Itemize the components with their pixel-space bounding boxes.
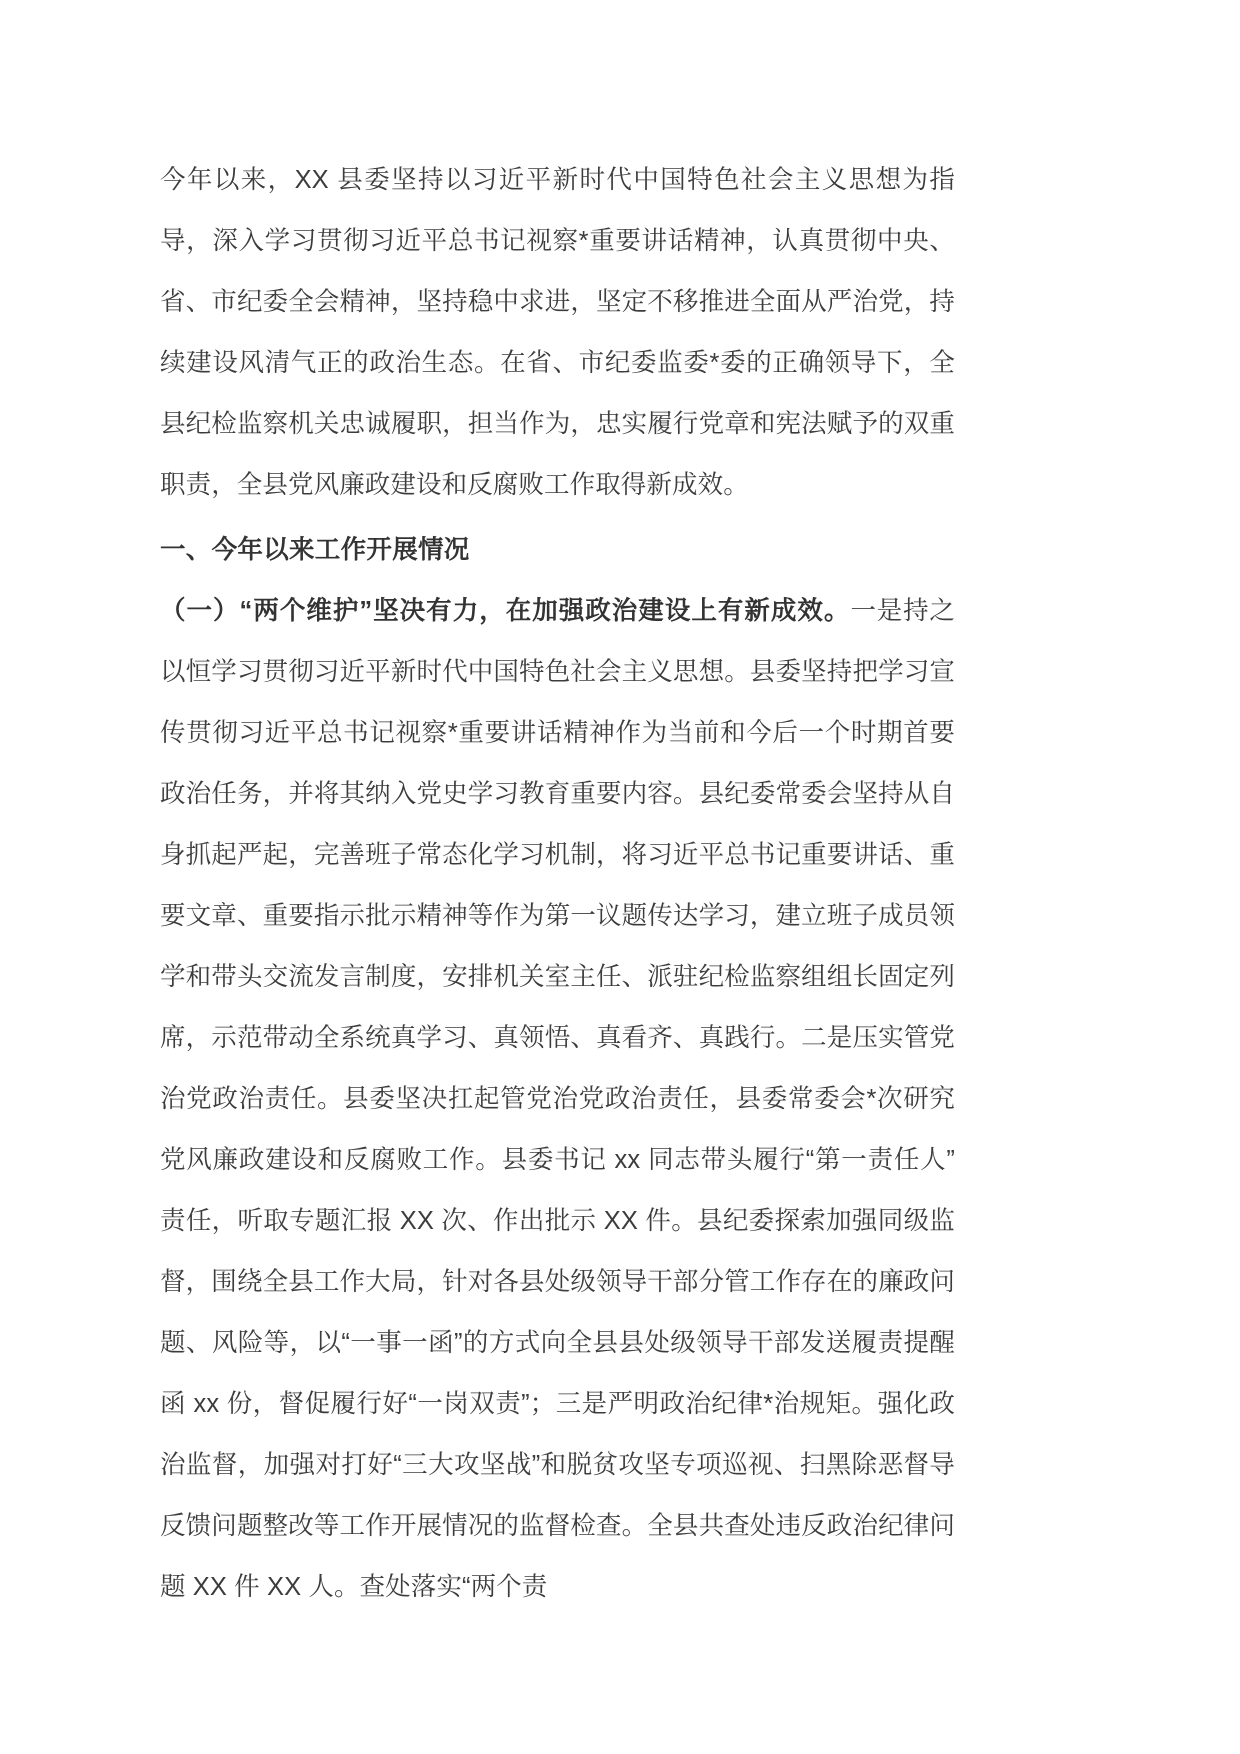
section-heading-one: 一、今年以来工作开展情况 xyxy=(160,536,470,564)
document-body xyxy=(160,150,955,1618)
subsection-paragraph xyxy=(160,581,955,1618)
subsection-bold-lead: （一）“两个维护”坚决有力，在加强政治建设上有新成效。 xyxy=(160,597,851,625)
subsection-body-text: 一是持之以恒学习贯彻习近平新时代中国特色社会主义思想。县委坚持把学习宣传贯彻习近平总书记视察*重要讲话精神作为当前和今后一个时期首要政治任务，并将其纳入党史学习教育重要内容。县纪委常委会坚持从自身抓起严起，完善班子常态化学习机制，将习近平总书记重要讲话、重要文章、重要指示批示精神等作为第一议题传达学习，建立班子成员领学和带头交流发言制度，安排机关室主任、派驻纪检监察组组长固定列席，示范带动全系统真学习、真领悟、真看齐、真践行。二是压实管党治党政治责任。县委坚决扛起管党治党政治责任，县委常委会*次研究党风廉政建设和反腐败工作。县委书记 xx 同志带头履行“第一责任人”责任，听取专题汇报 XX 次、作出批示 XX 件。县纪委探索加强同级监督，围绕全县工作大局，针对各县处级领导干部分管工作存在的廉政问题、风险等，以“一事一函”的方式向全县县处级领导干部发送履责提醒函 xx 份，督促履行好“一岗双责”；三是严明政治纪律*治规矩。强化政治监督，加强对打好“三大攻坚战”和脱贫攻坚专项巡视、扫黑除恶督导反馈问题整改等工作开展情况的监督检查。全县共查处违反政治纪律问题 XX 件 XX 人。查处落实“两个责 xyxy=(160,597,955,1601)
intro-paragraph: 今年以来，XX 县委坚持以习近平新时代中国特色社会主义思想为指导，深入学习贯彻习近平总书记视察*重要讲话精神，认真贯彻中央、省、市纪委全会精神，坚持稳中求进，坚定不移推进全面从严治党，持续建设风清气正的政治生态。在省、市纪委监委*委的正确领导下，全县纪检监察机关忠诚履职，担当作为，忠实履行党章和宪法赋予的双重职责，全县党风廉政建设和反腐败工作取得新成效。 xyxy=(160,166,955,499)
